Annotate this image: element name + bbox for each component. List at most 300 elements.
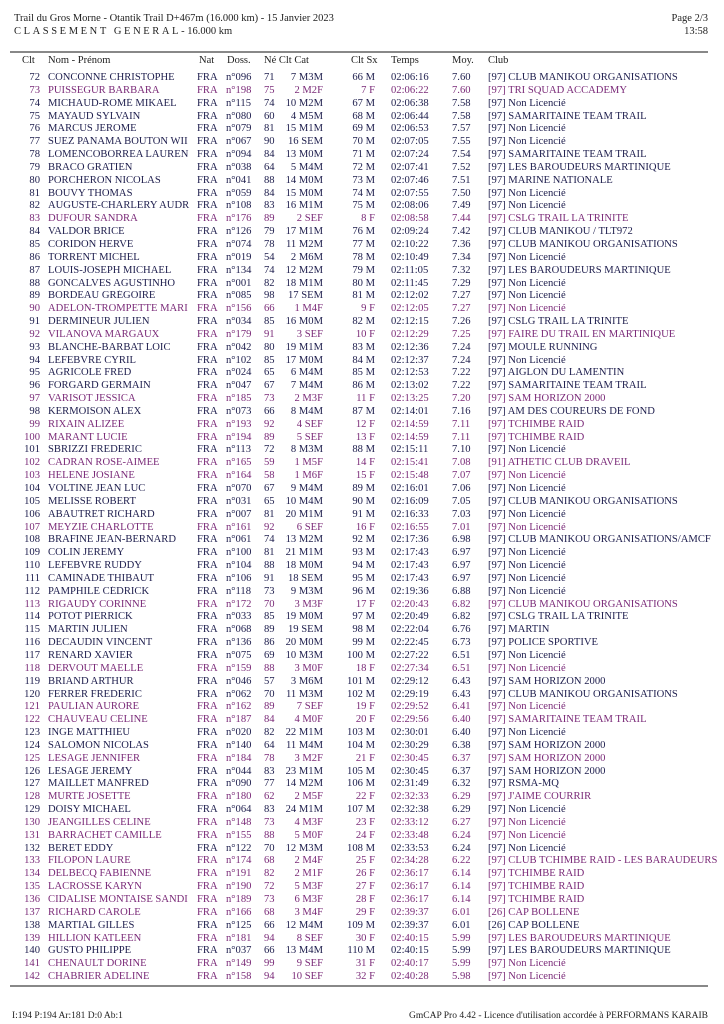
average-speed: 6.82 bbox=[452, 611, 471, 623]
category-rank: 15 M1M bbox=[285, 123, 323, 135]
birth-year: 94 bbox=[264, 932, 275, 944]
category-rank: 1 M5F bbox=[294, 457, 323, 469]
club: [97] LES BAROUDEURS MARTINIQUE bbox=[488, 932, 671, 944]
category-rank: 11 M3M bbox=[286, 688, 323, 700]
average-speed: 7.27 bbox=[452, 303, 471, 315]
finish-time: 02:34:28 bbox=[391, 855, 429, 867]
bib-number: n°122 bbox=[226, 842, 252, 854]
bib-number: n°042 bbox=[226, 341, 252, 353]
table-row bbox=[0, 444, 724, 457]
average-speed: 6.76 bbox=[452, 624, 471, 636]
sex-rank: 13 F bbox=[355, 431, 375, 443]
sex-rank: 84 M bbox=[352, 354, 375, 366]
finish-time: 02:27:22 bbox=[391, 649, 429, 661]
birth-year: 83 bbox=[264, 804, 275, 816]
runner-name: FERRER FREDERIC bbox=[48, 688, 142, 700]
category-rank: 11 M4M bbox=[286, 739, 323, 751]
average-speed: 7.44 bbox=[452, 213, 471, 225]
category-rank: 3 M6M bbox=[290, 675, 323, 687]
nationality: FRA bbox=[197, 72, 218, 83]
finish-time: 02:15:41 bbox=[391, 457, 429, 469]
finish-time: 02:36:17 bbox=[391, 894, 429, 905]
finish-time: 02:12:05 bbox=[391, 303, 429, 315]
average-speed: 7.11 bbox=[452, 431, 471, 443]
bib-number: n°044 bbox=[226, 765, 252, 777]
bib-number: n°096 bbox=[226, 72, 252, 83]
rank: 136 bbox=[24, 894, 40, 905]
sex-rank: 80 M bbox=[352, 277, 375, 289]
birth-year: 74 bbox=[264, 264, 275, 276]
birth-year: 84 bbox=[264, 149, 275, 161]
category-rank: 2 SEF bbox=[296, 213, 323, 225]
bib-number: n°162 bbox=[226, 701, 252, 713]
rank: 133 bbox=[24, 855, 40, 867]
birth-year: 66 bbox=[264, 919, 275, 931]
sex-rank: 20 F bbox=[355, 714, 375, 726]
category-rank: 7 SEF bbox=[296, 701, 323, 713]
nationality: FRA bbox=[197, 855, 218, 867]
table-row bbox=[0, 920, 724, 933]
club: [97] CLUB MANIKOU ORGANISATIONS bbox=[488, 598, 678, 610]
table-row bbox=[0, 239, 724, 252]
birth-year: 89 bbox=[264, 701, 275, 713]
club: [97] RSMA-MQ bbox=[488, 778, 559, 790]
birth-year: 54 bbox=[264, 251, 275, 263]
birth-year: 64 bbox=[264, 739, 275, 751]
nationality: FRA bbox=[197, 213, 218, 225]
average-speed: 6.41 bbox=[452, 701, 471, 713]
category-rank: 5 M3F bbox=[294, 881, 323, 893]
sex-rank: 26 F bbox=[355, 868, 375, 880]
nationality: FRA bbox=[197, 187, 218, 199]
category-rank: 15 M0M bbox=[285, 187, 323, 199]
birth-year: 72 bbox=[264, 444, 275, 456]
rank: 83 bbox=[29, 213, 40, 225]
nationality: FRA bbox=[197, 727, 218, 739]
birth-year: 88 bbox=[264, 662, 275, 674]
rank: 141 bbox=[24, 958, 40, 970]
finish-time: 02:33:53 bbox=[391, 842, 429, 854]
category-rank: 2 M6M bbox=[290, 251, 323, 263]
table-row bbox=[0, 830, 724, 843]
category-rank: 9 SEF bbox=[296, 958, 323, 970]
rank: 94 bbox=[29, 354, 40, 366]
club: [97] LES BAROUDEURS MARTINIQUE bbox=[488, 161, 671, 173]
birth-year: 73 bbox=[264, 393, 275, 405]
runner-name: CHABRIER ADELINE bbox=[48, 971, 150, 983]
finish-time: 02:31:49 bbox=[391, 778, 429, 790]
runner-name: MICHAUD-ROMÉ MIKAEL bbox=[48, 97, 177, 109]
sex-rank: 95 M bbox=[352, 572, 375, 584]
birth-year: 66 bbox=[264, 945, 275, 957]
ranking-title bbox=[14, 25, 334, 38]
club: [97] CLUB MANIKOU ORGANISATIONS bbox=[488, 495, 678, 507]
average-speed: 7.25 bbox=[452, 328, 471, 340]
sex-rank: 73 M bbox=[352, 174, 375, 186]
club: [97] Non Licencié bbox=[488, 816, 566, 828]
average-speed: 7.05 bbox=[452, 495, 471, 507]
finish-time: 02:29:56 bbox=[391, 714, 429, 726]
table-row bbox=[0, 213, 724, 226]
club: [97] Non Licencié bbox=[488, 572, 566, 584]
nationality: FRA bbox=[197, 701, 218, 713]
rank: 123 bbox=[24, 727, 40, 739]
category-rank: 20 M1M bbox=[285, 508, 323, 520]
finish-time: 02:14:59 bbox=[391, 418, 429, 430]
sex-rank: 88 M bbox=[352, 444, 375, 456]
rank: 117 bbox=[24, 649, 40, 661]
bib-number: n°080 bbox=[226, 110, 252, 122]
sex-rank: 101 M bbox=[347, 675, 375, 687]
sex-rank: 71 M bbox=[352, 149, 375, 161]
category-rank: 13 M2M bbox=[285, 534, 323, 546]
club: [97] Non Licencié bbox=[488, 508, 566, 520]
club: [97] SAM HORIZON 2000 bbox=[488, 752, 606, 764]
rank: 100 bbox=[24, 431, 40, 443]
club: [26] CAP BOLLENE bbox=[488, 919, 580, 931]
rank: 79 bbox=[29, 161, 40, 173]
bib-number: n°164 bbox=[226, 470, 252, 482]
column-headers bbox=[0, 55, 724, 69]
club: [97] TCHIMBE RAID bbox=[488, 431, 585, 443]
club: [97] Non Licencié bbox=[488, 136, 566, 148]
runner-name: LACROSSE KARYN bbox=[48, 881, 142, 893]
rank: 125 bbox=[24, 752, 40, 764]
birth-year: 59 bbox=[264, 457, 275, 469]
runner-name: CAMINADE THIBAUT bbox=[48, 572, 155, 584]
finish-time: 02:29:12 bbox=[391, 675, 429, 687]
category-rank: 19 M1M bbox=[285, 341, 323, 353]
event-title: Trail du Gros Morne - Otantik Trail D+467m (16.000 km) - 15 Janvier 2023 bbox=[14, 13, 334, 24]
nationality: FRA bbox=[197, 675, 218, 687]
category-rank: 6 M3F bbox=[294, 894, 323, 905]
runner-name: AGRICOLE FRED bbox=[48, 367, 132, 379]
sex-rank: 69 M bbox=[352, 123, 375, 135]
nationality: FRA bbox=[197, 457, 218, 469]
club: [91] ATHETIC CLUB DRAVEIL bbox=[488, 457, 631, 469]
club: [97] Non Licencié bbox=[488, 444, 566, 456]
bib-number: n°156 bbox=[226, 303, 252, 315]
average-speed: 6.82 bbox=[452, 598, 471, 610]
print-time: 13:58 bbox=[684, 26, 708, 37]
birth-year: 72 bbox=[264, 881, 275, 893]
nationality: FRA bbox=[197, 521, 218, 533]
sex-rank: 72 M bbox=[352, 161, 375, 173]
finish-time: 02:39:37 bbox=[391, 906, 429, 918]
birth-year: 99 bbox=[264, 958, 275, 970]
club: [97] TCHIMBE RAID bbox=[488, 418, 585, 430]
club: [97] Non Licencié bbox=[488, 727, 566, 739]
table-row bbox=[0, 367, 724, 380]
bib-number: n°174 bbox=[226, 855, 252, 867]
nationality: FRA bbox=[197, 971, 218, 983]
bib-number: n°126 bbox=[226, 226, 252, 238]
average-speed: 7.50 bbox=[452, 187, 471, 199]
bib-number: n°179 bbox=[226, 328, 252, 340]
category-rank: 2 M3F bbox=[294, 393, 323, 405]
club: [97] SAM HORIZON 2000 bbox=[488, 739, 606, 751]
rank: 127 bbox=[24, 778, 40, 790]
header-divider bbox=[10, 51, 708, 53]
sex-rank: 81 M bbox=[352, 290, 375, 302]
nationality: FRA bbox=[197, 238, 218, 250]
nationality: FRA bbox=[197, 932, 218, 944]
bib-number: n°189 bbox=[226, 894, 252, 905]
category-rank: 3 M2F bbox=[294, 752, 323, 764]
sex-rank: 32 F bbox=[355, 971, 375, 983]
bib-number: n°181 bbox=[226, 932, 252, 944]
club: [97] Non Licencié bbox=[488, 958, 566, 970]
bib-number: n°118 bbox=[226, 585, 252, 597]
runner-name: LESAGE JENNIFER bbox=[48, 752, 141, 764]
table-row bbox=[0, 534, 724, 547]
finish-time: 02:36:17 bbox=[391, 881, 429, 893]
runner-name: VARISOT JESSICA bbox=[48, 393, 136, 405]
finish-time: 02:36:17 bbox=[391, 868, 429, 880]
bib-number: n°193 bbox=[226, 418, 252, 430]
runner-name: MURTÉ JOSETTE bbox=[48, 791, 131, 803]
nationality: FRA bbox=[197, 637, 218, 649]
club: [97] Non Licencié bbox=[488, 290, 566, 302]
nationality: FRA bbox=[197, 97, 218, 109]
sex-rank: 96 M bbox=[352, 585, 375, 597]
birth-year: 70 bbox=[264, 688, 275, 700]
finish-time: 02:07:41 bbox=[391, 161, 429, 173]
sex-rank: 12 F bbox=[355, 418, 375, 430]
category-rank: 22 M1M bbox=[285, 727, 323, 739]
table-row bbox=[0, 162, 724, 175]
sex-rank: 86 M bbox=[352, 380, 375, 392]
birth-year: 67 bbox=[264, 380, 275, 392]
table-row bbox=[0, 355, 724, 368]
rank: 73 bbox=[29, 84, 40, 96]
birth-year: 83 bbox=[264, 765, 275, 777]
nationality: FRA bbox=[197, 303, 218, 315]
sex-rank: 82 M bbox=[352, 316, 375, 328]
bib-number: n°033 bbox=[226, 611, 252, 623]
nationality: FRA bbox=[197, 393, 218, 405]
club: [97] Non Licencié bbox=[488, 585, 566, 597]
runner-name: FORGARD GERMAIN bbox=[48, 380, 151, 392]
club: [97] SAM HORIZON 2000 bbox=[488, 393, 606, 405]
category-rank: 16 M0M bbox=[285, 316, 323, 328]
table-row bbox=[0, 689, 724, 702]
sex-rank: 24 F bbox=[355, 829, 375, 841]
rank: 110 bbox=[24, 560, 40, 572]
runner-name: ADELON-TROMPETTE MARI bbox=[48, 303, 188, 315]
average-speed: 7.27 bbox=[452, 290, 471, 302]
rank: 95 bbox=[29, 367, 40, 379]
nationality: FRA bbox=[197, 444, 218, 456]
runner-name: POTOT PIERRICK bbox=[48, 611, 133, 623]
table-row bbox=[0, 123, 724, 136]
nationality: FRA bbox=[197, 752, 218, 764]
sex-rank: 30 F bbox=[355, 932, 375, 944]
average-speed: 5.99 bbox=[452, 945, 471, 957]
runner-name: PUISSEGUR BARBARA bbox=[48, 84, 160, 96]
birth-year: 88 bbox=[264, 560, 275, 572]
results-table bbox=[0, 72, 724, 984]
sex-rank: 7 F bbox=[361, 84, 375, 96]
finish-time: 02:17:43 bbox=[391, 560, 429, 572]
bib-number: n°176 bbox=[226, 213, 252, 225]
average-speed: 7.20 bbox=[452, 393, 471, 405]
rank: 77 bbox=[29, 136, 40, 148]
birth-year: 79 bbox=[264, 226, 275, 238]
rank: 98 bbox=[29, 405, 40, 417]
finish-time: 02:12:37 bbox=[391, 354, 429, 366]
bib-number: n°134 bbox=[226, 264, 252, 276]
average-speed: 6.97 bbox=[452, 572, 471, 584]
club: [97] Non Licencié bbox=[488, 483, 566, 494]
sex-rank: 94 M bbox=[352, 560, 375, 572]
runner-name: RIXAIN ALIZEE bbox=[48, 418, 125, 430]
nationality: FRA bbox=[197, 380, 218, 392]
birth-year: 70 bbox=[264, 598, 275, 610]
runner-name: MARTIAL GILLES bbox=[48, 919, 135, 931]
finish-time: 02:12:15 bbox=[391, 316, 429, 328]
club: [97] TCHIMBE RAID bbox=[488, 881, 585, 893]
bib-number: n°074 bbox=[226, 238, 252, 250]
category-rank: 24 M1M bbox=[285, 804, 323, 816]
nationality: FRA bbox=[197, 894, 218, 905]
nationality: FRA bbox=[197, 483, 218, 494]
rank: 101 bbox=[24, 444, 40, 456]
table-row bbox=[0, 483, 724, 496]
finish-time: 02:30:29 bbox=[391, 739, 429, 751]
rank: 137 bbox=[24, 906, 40, 918]
club: [97] FAIRE DU TRAIL EN MARTINIQUE bbox=[488, 328, 676, 340]
table-row bbox=[0, 624, 724, 637]
sex-rank: 77 M bbox=[352, 238, 375, 250]
finish-time: 02:27:34 bbox=[391, 662, 429, 674]
nationality: FRA bbox=[197, 688, 218, 700]
sex-rank: 92 M bbox=[352, 534, 375, 546]
club: [97] Non Licencié bbox=[488, 521, 566, 533]
bib-number: n°073 bbox=[226, 405, 252, 417]
col-ne-clt-cat: Né Clt Cat bbox=[264, 55, 309, 66]
sex-rank: 11 F bbox=[356, 393, 375, 405]
category-rank: 17 M0M bbox=[285, 354, 323, 366]
bib-number: n°106 bbox=[226, 572, 252, 584]
sex-rank: 108 M bbox=[347, 842, 375, 854]
category-rank: 4 M5M bbox=[290, 110, 323, 122]
birth-year: 66 bbox=[264, 303, 275, 315]
bib-number: n°198 bbox=[226, 84, 252, 96]
category-rank: 3 SEF bbox=[296, 328, 323, 340]
birth-year: 74 bbox=[264, 97, 275, 109]
table-row bbox=[0, 778, 724, 791]
rank: 92 bbox=[29, 328, 40, 340]
table-row bbox=[0, 457, 724, 470]
category-rank: 9 M4M bbox=[290, 483, 323, 494]
birth-year: 89 bbox=[264, 213, 275, 225]
average-speed: 7.54 bbox=[452, 149, 471, 161]
bib-number: n°068 bbox=[226, 624, 252, 636]
club: [97] POLICE SPORTIVE bbox=[488, 637, 599, 649]
category-rank: 5 SEF bbox=[296, 431, 323, 443]
race-stats: I:194 P:194 Ar:181 D:0 Ab:1 bbox=[12, 1011, 123, 1021]
col-temps: Temps bbox=[391, 55, 419, 66]
birth-year: 89 bbox=[264, 624, 275, 636]
birth-year: 71 bbox=[264, 72, 275, 83]
finish-time: 02:33:12 bbox=[391, 816, 429, 828]
nationality: FRA bbox=[197, 226, 218, 238]
nationality: FRA bbox=[197, 572, 218, 584]
average-speed: 5.99 bbox=[452, 932, 471, 944]
rank: 107 bbox=[24, 521, 40, 533]
table-row bbox=[0, 753, 724, 766]
col-nat: Nat bbox=[199, 55, 215, 66]
rank: 106 bbox=[24, 508, 40, 520]
runner-name: DUFOUR SANDRA bbox=[48, 213, 138, 225]
finish-time: 02:39:37 bbox=[391, 919, 429, 931]
bib-number: n°165 bbox=[226, 457, 252, 469]
category-rank: 2 M1F bbox=[294, 868, 323, 880]
rank: 112 bbox=[24, 585, 40, 597]
birth-year: 75 bbox=[264, 84, 275, 96]
bib-number: n°172 bbox=[226, 598, 252, 610]
average-speed: 6.51 bbox=[452, 662, 471, 674]
club: [97] TRI SQUAD ACCADEMY bbox=[488, 84, 628, 96]
finish-time: 02:32:33 bbox=[391, 791, 429, 803]
average-speed: 6.01 bbox=[452, 906, 471, 918]
runner-name: LEFEBVRE RUDDY bbox=[48, 560, 142, 572]
rank: 111 bbox=[24, 572, 40, 584]
sex-rank: 68 M bbox=[352, 110, 375, 122]
average-speed: 6.37 bbox=[452, 765, 471, 777]
sex-rank: 102 M bbox=[347, 688, 375, 700]
page-info bbox=[672, 12, 708, 38]
bib-number: n°079 bbox=[226, 123, 252, 135]
bib-number: n°034 bbox=[226, 316, 252, 328]
document-header bbox=[14, 12, 334, 38]
bib-number: n°187 bbox=[226, 714, 252, 726]
rank: 103 bbox=[24, 470, 40, 482]
sex-rank: 100 M bbox=[347, 649, 375, 661]
sex-rank: 99 M bbox=[352, 637, 375, 649]
category-rank: 1 M4F bbox=[294, 303, 323, 315]
category-rank: 12 M4M bbox=[285, 919, 323, 931]
category-rank: 12 M3M bbox=[285, 842, 323, 854]
bib-number: n°184 bbox=[226, 752, 252, 764]
average-speed: 7.10 bbox=[452, 444, 471, 456]
birth-year: 78 bbox=[264, 752, 275, 764]
table-row bbox=[0, 547, 724, 560]
average-speed: 7.51 bbox=[452, 174, 471, 186]
runner-name: MEYZIE CHARLOTTE bbox=[48, 521, 154, 533]
bib-number: n°180 bbox=[226, 791, 252, 803]
bib-number: n°148 bbox=[226, 816, 252, 828]
table-row bbox=[0, 855, 724, 868]
club: [26] CAP BOLLENE bbox=[488, 906, 580, 918]
finish-time: 02:06:44 bbox=[391, 110, 429, 122]
sex-rank: 8 F bbox=[361, 213, 375, 225]
table-row bbox=[0, 817, 724, 830]
table-row bbox=[0, 663, 724, 676]
nationality: FRA bbox=[197, 906, 218, 918]
birth-year: 81 bbox=[264, 547, 275, 559]
table-row bbox=[0, 701, 724, 714]
sex-rank: 15 F bbox=[355, 470, 375, 482]
rank: 124 bbox=[24, 739, 40, 751]
bib-number: n°046 bbox=[226, 675, 252, 687]
sex-rank: 109 M bbox=[347, 919, 375, 931]
nationality: FRA bbox=[197, 778, 218, 790]
finish-time: 02:40:15 bbox=[391, 945, 429, 957]
nationality: FRA bbox=[197, 791, 218, 803]
club: [97] CSLG TRAIL LA TRINITE bbox=[488, 611, 629, 623]
